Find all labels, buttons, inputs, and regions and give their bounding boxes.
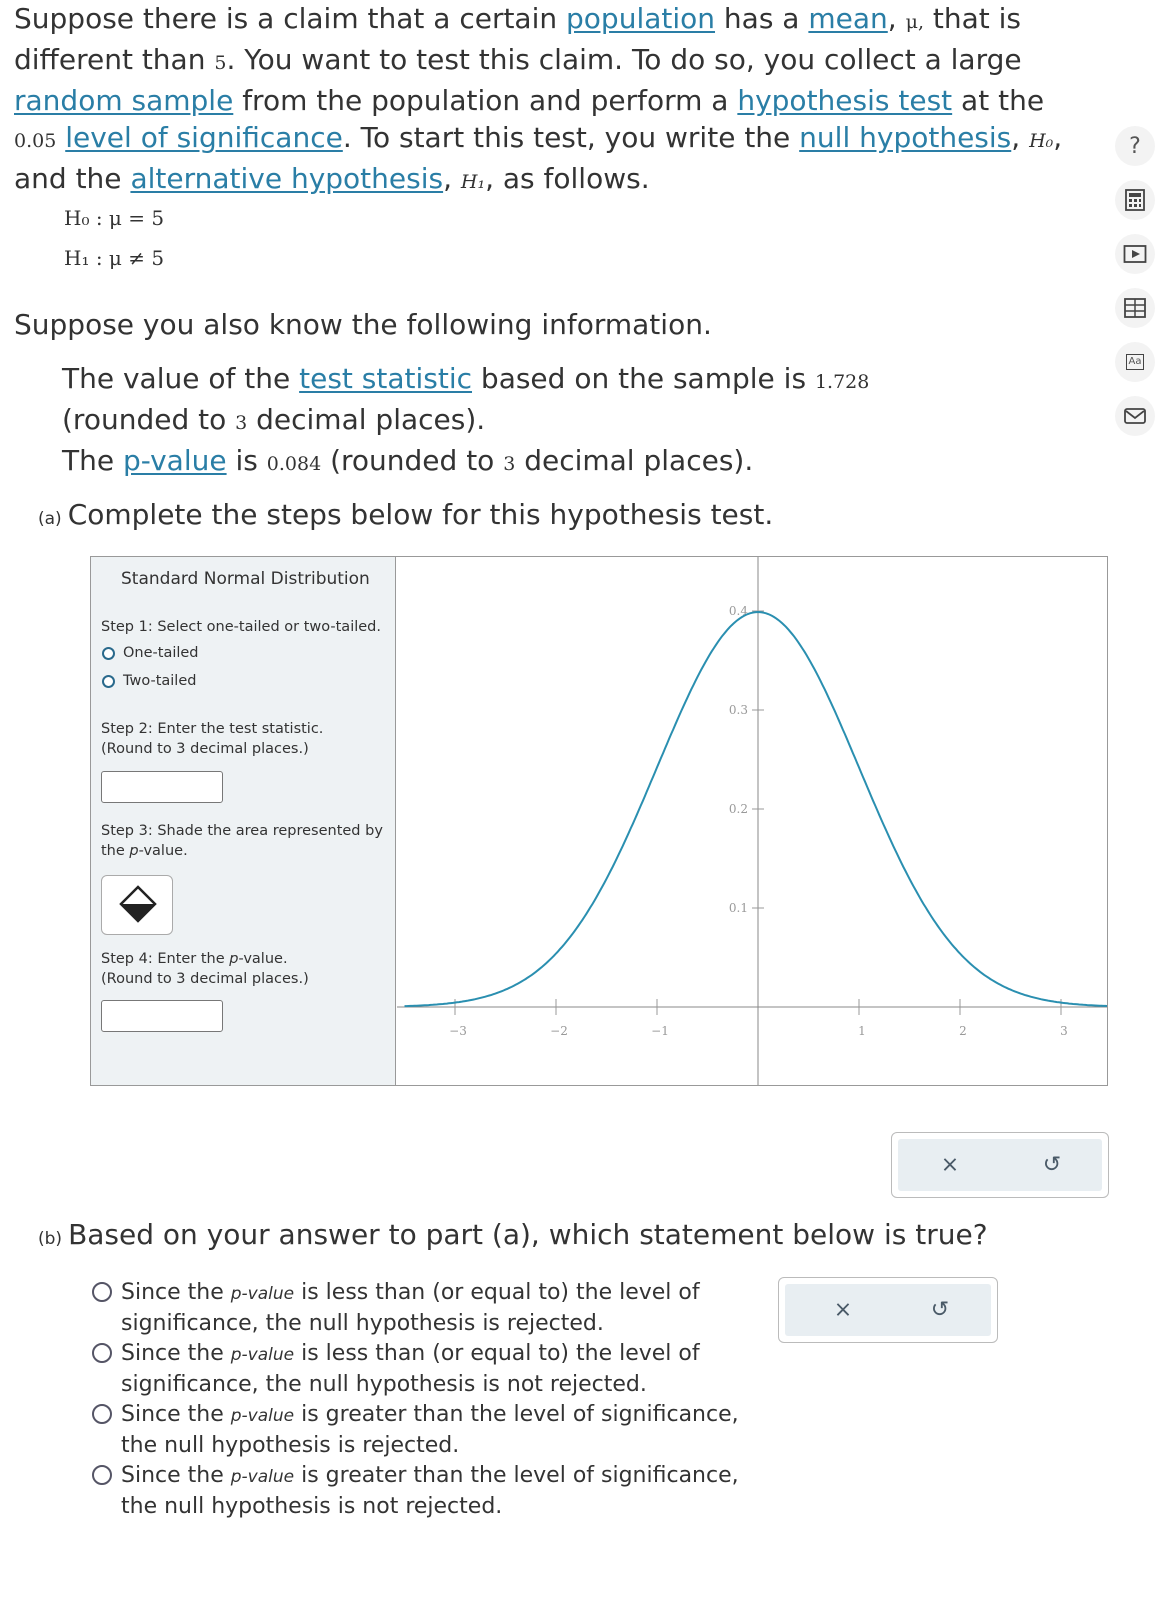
x-tick-label: 2: [959, 1024, 967, 1038]
p-value-term: p-value: [230, 1467, 295, 1487]
option-text-part: is less than (or equal to) the level of significance, the null hypothesis is rejected.: [121, 1280, 700, 1336]
radio-icon[interactable]: [92, 1404, 112, 1424]
alpha-value: 0.05: [14, 130, 57, 152]
test-statistic-line: [62, 360, 942, 442]
p-value-line: [62, 442, 942, 483]
option-text: [121, 1461, 772, 1522]
envelope-glyph: [1123, 406, 1147, 426]
y-tick-label: 0.4: [728, 604, 748, 618]
part-a-heading: [38, 498, 773, 531]
calculator-icon[interactable]: [1115, 180, 1155, 220]
video-icon[interactable]: [1115, 234, 1155, 274]
step4-line2: (Round to 3 decimal places.): [101, 971, 309, 987]
two-tailed-label: Two-tailed: [123, 673, 197, 689]
step1-label: Step 1: Select one-tailed or two-tailed.: [101, 619, 381, 635]
step3-line2: [101, 841, 383, 861]
font-size-icon[interactable]: [1115, 342, 1155, 382]
p-value-number: 0.084: [266, 453, 322, 475]
x-tick-label: −1: [651, 1024, 669, 1038]
intro-text: that is different than: [14, 2, 1022, 76]
places-value: 3: [503, 453, 516, 475]
shade-tool-button[interactable]: [101, 875, 173, 935]
info-text: The value of the: [62, 362, 300, 395]
random-sample-link[interactable]: random sample: [14, 84, 234, 117]
alternative-hypothesis-link[interactable]: alternative hypothesis: [130, 162, 444, 195]
h0-symbol: H₀: [1029, 130, 1054, 152]
info-text: is: [226, 444, 267, 477]
undo-icon[interactable]: ↺: [1042, 1152, 1062, 1178]
radio-icon[interactable]: [92, 1465, 112, 1485]
p-value-term: p-value: [230, 1345, 295, 1365]
p-value-link[interactable]: p-value: [122, 444, 227, 477]
intro-text: has a: [715, 2, 809, 35]
mail-icon[interactable]: [1115, 396, 1155, 436]
intro-text: ,: [1011, 121, 1030, 154]
places-value: 3: [235, 412, 248, 434]
option-text-part: Since the: [121, 1463, 231, 1488]
normal-distribution-tool: [90, 556, 1108, 1086]
option-1[interactable]: [92, 1278, 772, 1339]
option-text-part: Since the: [121, 1280, 231, 1305]
part-b-action-bar: [778, 1277, 998, 1343]
step3-line1: Step 3: Shade the area represented by: [101, 823, 383, 839]
info-text: based on the sample is: [472, 362, 815, 395]
radio-icon[interactable]: [102, 647, 115, 660]
option-text-part: is greater than the level of significance, the null hypothesis is rejected.: [121, 1402, 739, 1458]
intro-text: , and the: [14, 121, 1063, 195]
radio-icon[interactable]: [92, 1282, 112, 1302]
step-text: p: [229, 951, 239, 967]
help-icon[interactable]: ?: [1115, 126, 1155, 166]
normal-curve-graph[interactable]: [397, 557, 1107, 1085]
population-link[interactable]: population: [566, 2, 716, 35]
info-text: (rounded to: [62, 403, 236, 436]
step-text: Step 4: Enter the: [101, 951, 230, 967]
action-bar-inner: [898, 1139, 1102, 1191]
p-value-term: p-value: [230, 1406, 295, 1426]
intro-text: , as follows.: [485, 162, 650, 195]
aa-glyph: Aa: [1126, 354, 1145, 370]
info-heading: Suppose you also know the following information.: [14, 308, 712, 341]
mu-symbol: μ,: [905, 11, 924, 33]
y-tick-label: 0.3: [728, 703, 748, 717]
part-b-text: Based on your answer to part (a), which statement below is true?: [68, 1218, 988, 1251]
option-text: [121, 1278, 772, 1339]
null-hypothesis-link[interactable]: null hypothesis: [799, 121, 1012, 154]
level-of-significance-link[interactable]: level of significance: [65, 121, 343, 154]
x-tick-label: 1: [858, 1024, 866, 1038]
step2-line2: (Round to 3 decimal places.): [101, 741, 309, 757]
option-text-part: Since the: [121, 1341, 231, 1366]
option-text: [121, 1400, 772, 1461]
info-text: decimal places).: [515, 444, 754, 477]
option-text: [121, 1339, 772, 1400]
intro-text: at the: [952, 84, 1045, 117]
step2-label: [101, 719, 323, 759]
info-text: The: [62, 444, 123, 477]
option-4[interactable]: [92, 1461, 772, 1522]
undo-icon[interactable]: ↺: [930, 1297, 950, 1323]
play-glyph: [1123, 244, 1147, 264]
intro-text: ,: [443, 162, 461, 195]
y-tick-label: 0.2: [728, 802, 748, 816]
step2-line1: Step 2: Enter the test statistic.: [101, 721, 324, 737]
option-text-part: Since the: [121, 1402, 231, 1427]
h1-symbol: H₁: [460, 171, 486, 193]
test-statistic-input[interactable]: [101, 771, 223, 803]
calculator-glyph: [1124, 188, 1146, 212]
step-text: the: [101, 843, 130, 859]
two-tailed-option[interactable]: [102, 673, 196, 689]
option-2[interactable]: [92, 1339, 772, 1400]
mean-link[interactable]: mean: [808, 2, 888, 35]
option-3[interactable]: [92, 1400, 772, 1461]
part-b-label: (b): [38, 1229, 63, 1249]
test-statistic-value: 1.728: [814, 371, 870, 393]
step-text: p: [129, 843, 139, 859]
radio-icon[interactable]: [102, 675, 115, 688]
option-text-part: is less than (or equal to) the level of significance, the null hypothesis is not rejected.: [121, 1341, 700, 1397]
part-b-heading: [38, 1218, 988, 1251]
paint-bucket-icon: [102, 876, 174, 936]
p-value-input[interactable]: [101, 1000, 223, 1032]
alternative-hypothesis-statement: H₁ : μ ≠ 5: [64, 246, 165, 270]
info-text: (rounded to: [321, 444, 504, 477]
action-bar-inner: [785, 1284, 991, 1336]
claim-value: 5: [214, 52, 227, 74]
one-tailed-label: One-tailed: [123, 645, 199, 661]
one-tailed-option[interactable]: [102, 645, 199, 661]
x-tick-label: −3: [449, 1024, 467, 1038]
info-text: decimal places).: [247, 403, 486, 436]
test-statistic-link[interactable]: test statistic: [299, 362, 473, 395]
radio-icon[interactable]: [92, 1343, 112, 1363]
step3-label: [101, 821, 383, 861]
tool-title: Standard Normal Distribution: [121, 569, 370, 589]
intro-text: [56, 121, 65, 154]
part-a-label: (a): [38, 509, 62, 529]
option-text-part: is greater than the level of significance, the null hypothesis is not rejected.: [121, 1463, 739, 1519]
step-text: -value.: [238, 951, 288, 967]
hypothesis-test-link[interactable]: hypothesis test: [737, 84, 953, 117]
part-a-text: Complete the steps below for this hypothesis test.: [67, 498, 774, 531]
null-hypothesis-statement: H₀ : μ = 5: [64, 206, 165, 230]
intro-text: from the population and perform a: [233, 84, 738, 117]
step4-line1: [101, 949, 309, 969]
y-tick-label: 0.1: [728, 901, 748, 915]
steps-panel: [91, 557, 396, 1085]
table-glyph: [1123, 297, 1147, 319]
intro-text: . To start this test, you write the: [342, 121, 800, 154]
intro-text: Suppose there is a claim that a certain: [14, 2, 567, 35]
part-a-action-bar: [891, 1132, 1109, 1198]
clear-icon[interactable]: ×: [940, 1152, 960, 1178]
x-tick-label: −2: [550, 1024, 568, 1038]
x-tick-label: 3: [1060, 1024, 1068, 1038]
data-table-icon[interactable]: [1115, 288, 1155, 328]
given-info: [62, 360, 942, 483]
intro-text: ,: [887, 2, 906, 35]
intro-text: . You want to test this claim. To do so, you collect a large: [226, 43, 1022, 76]
p-value-term: p-value: [230, 1284, 295, 1304]
step-text: -value.: [138, 843, 188, 859]
step4-label: [101, 949, 309, 989]
problem-intro: [14, 0, 1074, 201]
clear-icon[interactable]: ×: [833, 1297, 853, 1323]
